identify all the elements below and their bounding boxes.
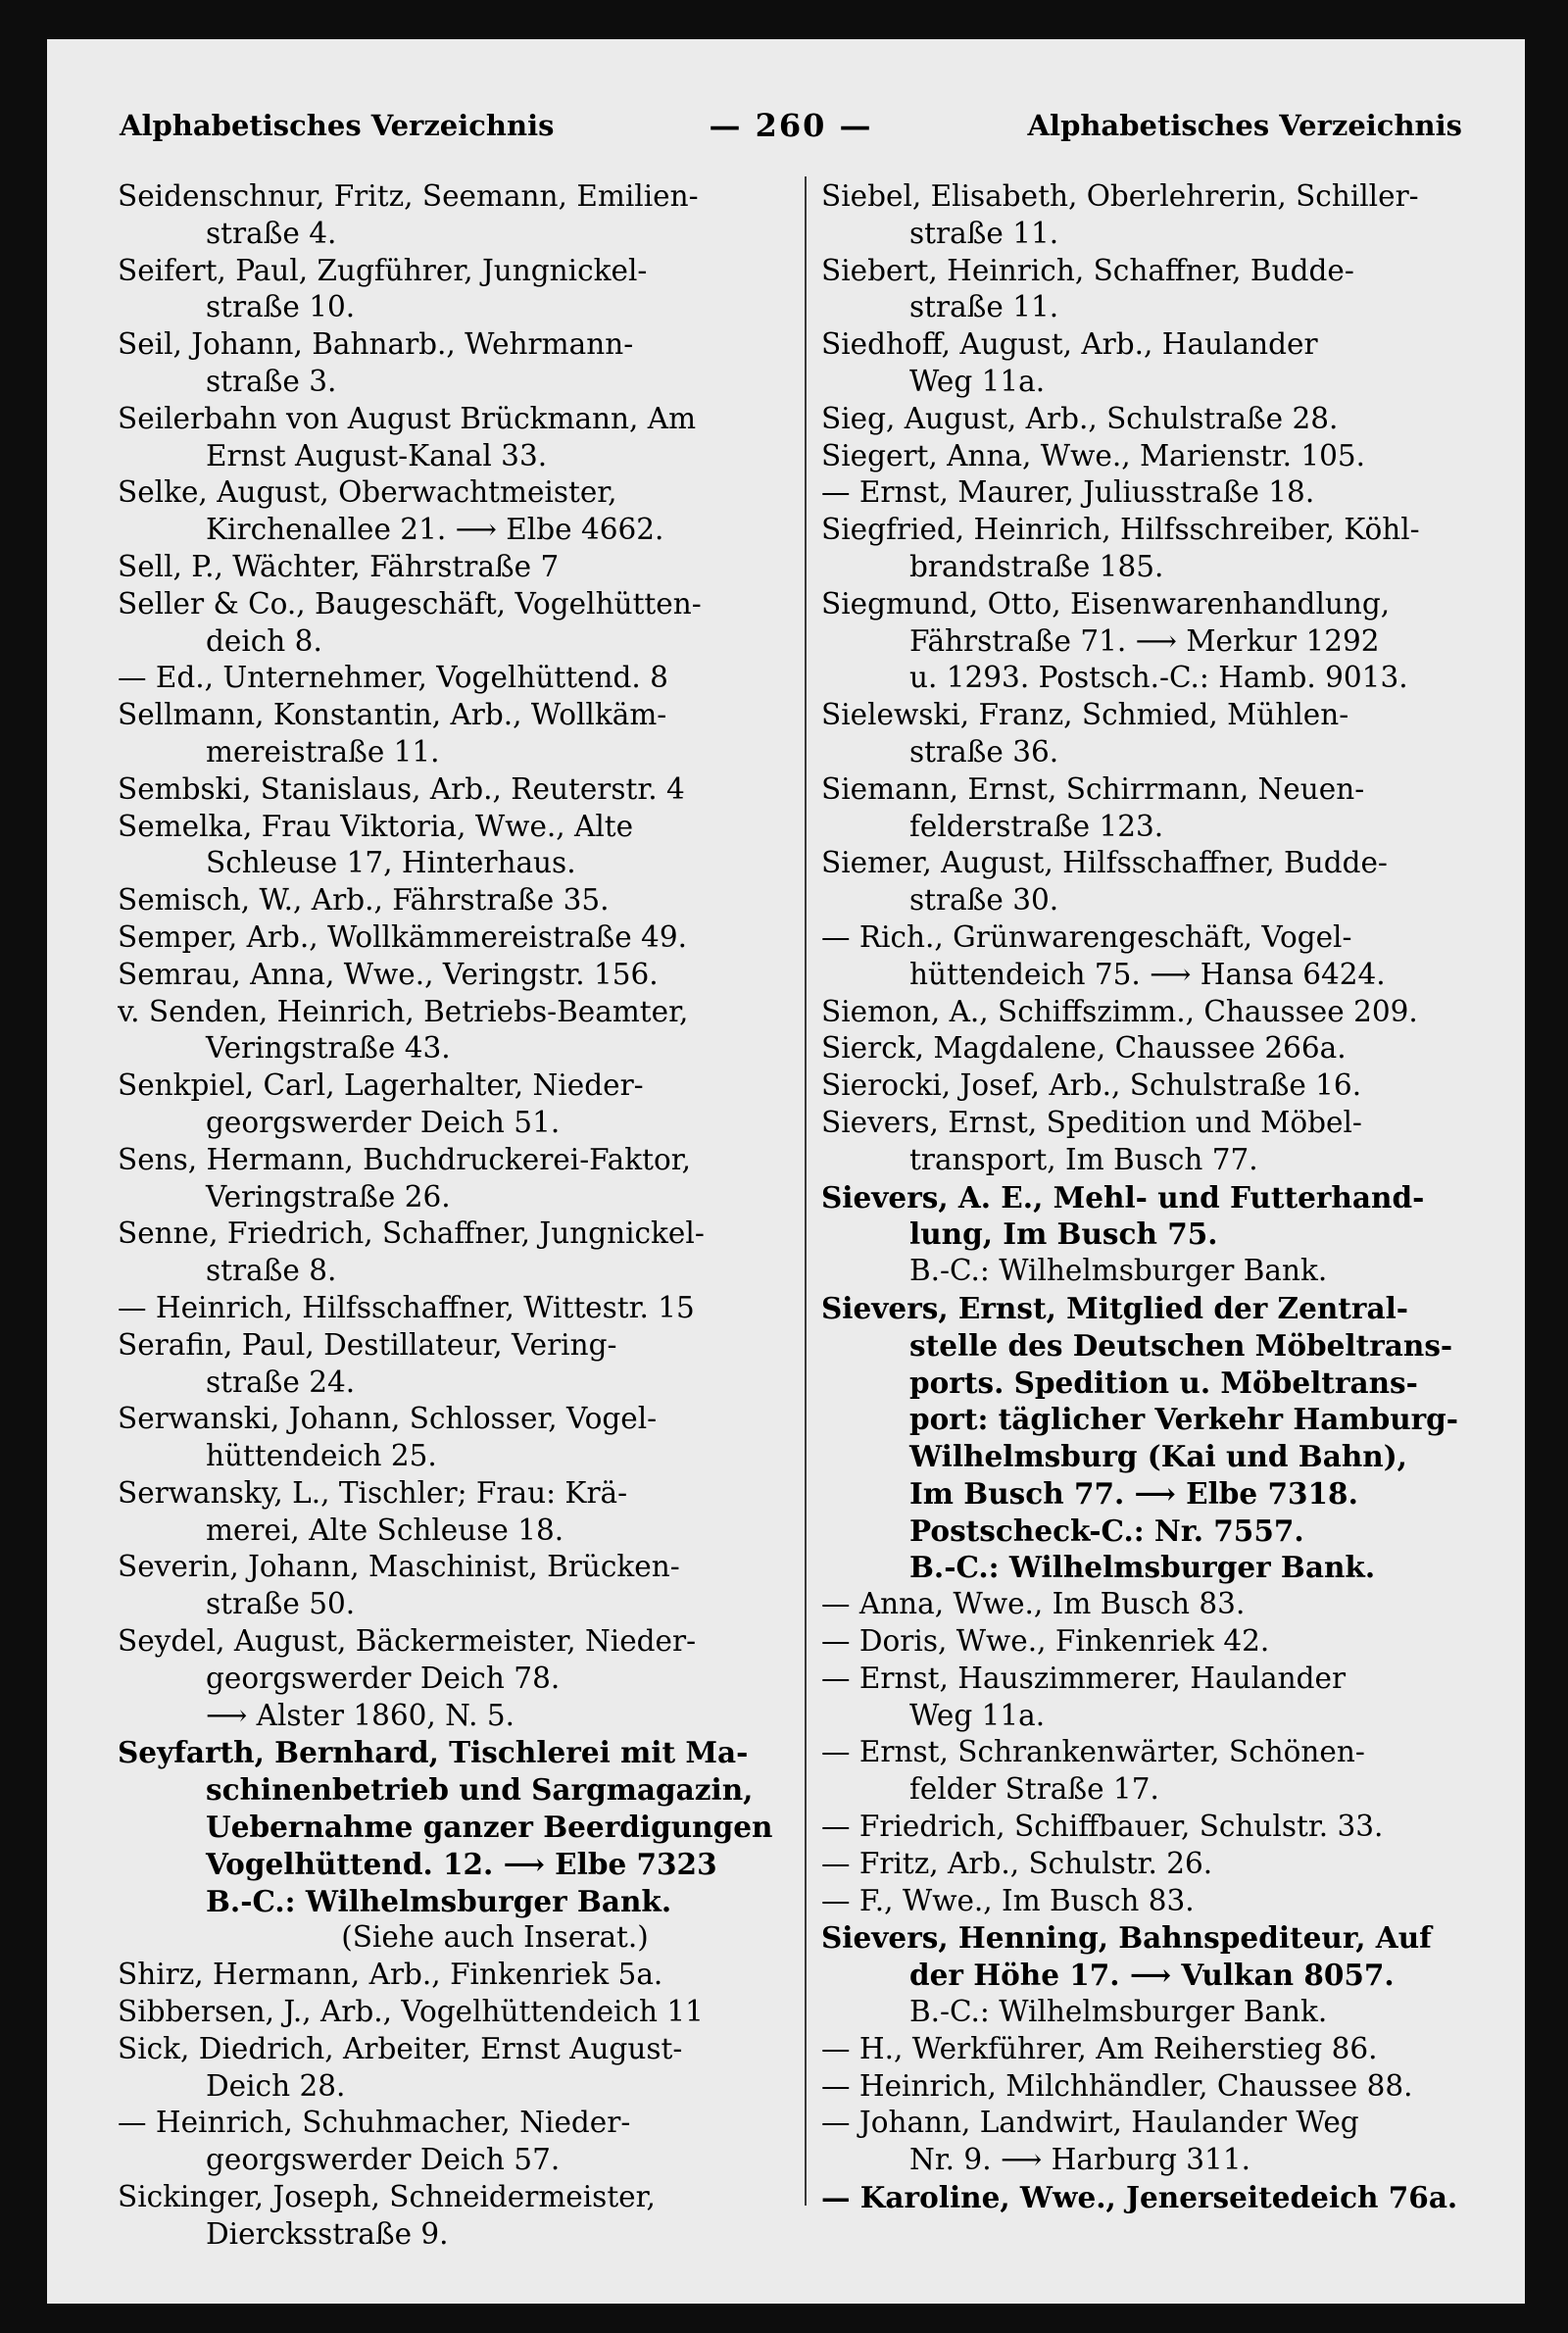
directory-entry-line: Sell, P., Wächter, Fährstraße 7 (118, 549, 560, 583)
directory-entry-line: Sibbersen, J., Arb., Vogelhüttendeich 11 (118, 1995, 704, 2029)
directory-entry-line: Siegert, Anna, Wwe., Marienstr. 105. (821, 438, 1366, 472)
directory-entry-line: Seydel, August, Bäckermeister, Nieder- (118, 1624, 697, 1659)
directory-entry-line: Siemer, August, Hilfsschaffner, Budde- (821, 846, 1388, 880)
directory-entry-line: straße 50. (206, 1587, 356, 1621)
directory-entry-line: Seidenschnur, Fritz, Seemann, Emilien- (118, 179, 699, 213)
directory-entry-line: — Johann, Landwirt, Haulander Weg (821, 2106, 1359, 2140)
directory-entry-line: Siegmund, Otto, Eisenwarenhandlung, (821, 586, 1391, 620)
directory-entry-line: straße 36. (909, 734, 1059, 769)
directory-entry-line: hüttendeich 25. (206, 1439, 437, 1473)
directory-entry-line: u. 1293. Postsch.-C.: Hamb. 9013. (909, 661, 1408, 695)
directory-entry-line: straße 11. (909, 216, 1059, 250)
directory-entry-line: mereistraße 11. (206, 734, 440, 769)
header-right-title: Alphabetisches Verzeichnis (1027, 109, 1462, 142)
directory-entry-line: Sievers, Ernst, Spedition und Möbel- (821, 1105, 1362, 1139)
directory-entry-line: felderstraße 123. (909, 809, 1164, 843)
directory-entry-line: transport, Im Busch 77. (909, 1142, 1258, 1176)
directory-entry-line: brandstraße 185. (909, 549, 1164, 583)
directory-entry-line: B.-C.: Wilhelmsburger Bank. (909, 1550, 1376, 1585)
directory-entry-line: — Heinrich, Hilfsschaffner, Wittestr. 15 (118, 1290, 695, 1324)
directory-entry-line: straße 10. (206, 290, 356, 324)
directory-entry-line: Senkpiel, Carl, Lagerhalter, Nieder- (118, 1068, 644, 1103)
directory-entry-line: — Ed., Unternehmer, Vogelhüttend. 8 (118, 661, 668, 695)
directory-entry-line: Serafin, Paul, Destillateur, Vering- (118, 1327, 617, 1362)
directory-entry-line: ports. Spedition u. Möbeltrans- (909, 1365, 1418, 1400)
directory-entry-line: Seilerbahn von August Brückmann, Am (118, 401, 697, 435)
directory-entry-line: Sielewski, Franz, Schmied, Mühlen- (821, 698, 1349, 732)
directory-entry-line: Seller & Co., Baugeschäft, Vogelhütten- (118, 586, 702, 620)
directory-entry-line: Semisch, W., Arb., Fährstraße 35. (118, 883, 610, 918)
directory-entry-line: Severin, Johann, Maschinist, Brücken- (118, 1550, 680, 1584)
directory-entry-line: Ernst August-Kanal 33. (206, 438, 548, 472)
column-divider (805, 176, 807, 2206)
directory-entry-line: Veringstraße 43. (206, 1031, 451, 1066)
directory-entry-line: Deich 28. (206, 2068, 346, 2103)
directory-entry-line: Sellmann, Konstantin, Arb., Wollkäm- (118, 698, 667, 732)
directory-entry-line: straße 4. (206, 216, 337, 250)
directory-entry-line: Sickinger, Joseph, Schneidermeister, (118, 2180, 656, 2214)
directory-entry-line: Seyfarth, Bernhard, Tischlerei mit Ma- (118, 1735, 749, 1770)
directory-entry-line: straße 3. (206, 364, 337, 398)
directory-entry-line: hüttendeich 75. ⟶ Hansa 6424. (909, 957, 1386, 991)
directory-entry-line: Diercksstraße 9. (206, 2216, 449, 2251)
directory-entry-line: Sierck, Magdalene, Chaussee 266a. (821, 1031, 1347, 1066)
directory-entry-line: merei, Alte Schleuse 18. (206, 1513, 564, 1547)
directory-entry-line: — H., Werkführer, Am Reiherstieg 86. (821, 2031, 1378, 2065)
directory-entry-line: straße 8. (206, 1254, 337, 1288)
directory-entry-line: georgswerder Deich 51. (206, 1105, 561, 1139)
directory-entry-line: Seifert, Paul, Zugführer, Jungnickel- (118, 253, 648, 287)
directory-entry-line: Weg 11a. (909, 1698, 1046, 1732)
directory-entry-line: Semrau, Anna, Wwe., Veringstr. 156. (118, 957, 659, 991)
directory-entry-line: georgswerder Deich 57. (206, 2143, 561, 2177)
directory-entry-line: der Höhe 17. ⟶ Vulkan 8057. (909, 1958, 1395, 1993)
directory-entry-line: Selke, August, Oberwachtmeister, (118, 475, 617, 510)
directory-entry-line: stelle des Deutschen Möbeltrans- (909, 1327, 1453, 1363)
right-column (821, 178, 1468, 2216)
directory-entry-line: B.-C.: Wilhelmsburger Bank. (206, 1883, 672, 1918)
directory-entry-line: deich 8. (206, 623, 322, 658)
directory-entry-line: Sievers, A. E., Mehl- und Futterhand- (821, 1179, 1425, 1215)
directory-entry-line: Sembski, Stanislaus, Arb., Reuterstr. 4 (118, 771, 685, 806)
directory-entry-line: Schleuse 17, Hinterhaus. (206, 846, 576, 880)
directory-entry-line: Sievers, Henning, Bahnspediteur, Auf (821, 1920, 1432, 1956)
directory-entry-line: — Heinrich, Schuhmacher, Nieder- (118, 2106, 631, 2140)
directory-entry-line: schinenbetrieb und Sargmagazin, (206, 1772, 754, 1808)
directory-entry-line: felder Straße 17. (909, 1772, 1159, 1807)
header-left-title: Alphabetisches Verzeichnis (120, 109, 555, 142)
directory-entry-line: Weg 11a. (909, 364, 1046, 398)
directory-entry-line: — Doris, Wwe., Finkenriek 42. (821, 1624, 1270, 1659)
directory-entry-line: v. Senden, Heinrich, Betriebs-Beamter, (118, 994, 689, 1028)
directory-entry-line: Siebert, Heinrich, Schaffner, Budde- (821, 253, 1354, 287)
directory-entry-line: straße 24. (206, 1365, 356, 1399)
directory-entry-line: Serwanski, Johann, Schlosser, Vogel- (118, 1402, 658, 1436)
directory-entry-line: — Fritz, Arb., Schulstr. 26. (821, 1846, 1213, 1880)
directory-entry-line: Siebel, Elisabeth, Oberlehrerin, Schiller- (821, 179, 1419, 213)
directory-entry-line: Siemon, A., Schiffszimm., Chaussee 209. (821, 994, 1418, 1028)
directory-entry-line: (Siehe auch Inserat.) (341, 1920, 649, 1955)
directory-entry-line: Siedhoff, August, Arb., Haulander (821, 327, 1318, 362)
directory-entry-line: B.-C.: Wilhelmsburger Bank. (909, 1995, 1328, 2029)
directory-entry-line: Semelka, Frau Viktoria, Wwe., Alte (118, 809, 634, 843)
directory-entry-line: Sievers, Ernst, Mitglied der Zentral- (821, 1290, 1409, 1325)
directory-entry-line: straße 30. (909, 883, 1059, 918)
directory-entry-line: Postscheck-C.: Nr. 7557. (909, 1513, 1304, 1548)
directory-entry-line: Sierocki, Josef, Arb., Schulstraße 16. (821, 1068, 1362, 1103)
left-column (118, 178, 794, 2254)
directory-entry-line: Shirz, Hermann, Arb., Finkenriek 5a. (118, 1958, 663, 1992)
directory-entry-line: Vogelhüttend. 12. ⟶ Elbe 7323 (206, 1846, 717, 1881)
directory-entry-line: Sick, Diedrich, Arbeiter, Ernst August- (118, 2031, 683, 2065)
directory-entry-line: — Karoline, Wwe., Jenerseitedeich 76a. (821, 2180, 1458, 2215)
directory-entry-line: Kirchenallee 21. ⟶ Elbe 4662. (206, 513, 664, 547)
directory-entry-line: port: täglicher Verkehr Hamburg- (909, 1402, 1459, 1437)
directory-entry-line: Wilhelmsburg (Kai und Bahn), (909, 1439, 1407, 1474)
directory-entry-line: lung, Im Busch 75. (909, 1216, 1218, 1252)
directory-entry-line: Semper, Arb., Wollkämmereistraße 49. (118, 919, 687, 954)
directory-entry-line: georgswerder Deich 78. (206, 1661, 561, 1695)
directory-entry-line: — Ernst, Hauszimmerer, Haulander (821, 1661, 1347, 1695)
directory-entry-line: — Friedrich, Schiffbauer, Schulstr. 33. (821, 1810, 1384, 1844)
directory-entry-line: B.-C.: Wilhelmsburger Bank. (909, 1254, 1328, 1288)
page-number: — 260 — (709, 107, 873, 144)
directory-entry-line: Im Busch 77. ⟶ Elbe 7318. (909, 1475, 1358, 1511)
directory-entry-line: — Ernst, Schrankenwärter, Schönen- (821, 1735, 1365, 1769)
page-header (120, 96, 1462, 155)
directory-entry-line: — Rich., Grünwarengeschäft, Vogel- (821, 919, 1352, 954)
directory-entry-line: straße 11. (909, 290, 1059, 324)
directory-entry-line: Siegfried, Heinrich, Hilfsschreiber, Köhl- (821, 513, 1420, 547)
directory-entry-line: Senne, Friedrich, Schaffner, Jungnickel- (118, 1216, 705, 1251)
directory-entry-line: — Heinrich, Milchhändler, Chaussee 88. (821, 2068, 1413, 2103)
directory-entry-line: ⟶ Alster 1860, N. 5. (206, 1698, 514, 1732)
directory-entry-line: — Anna, Wwe., Im Busch 83. (821, 1587, 1246, 1621)
directory-entry-line: Uebernahme ganzer Beerdigungen (206, 1810, 773, 1845)
directory-entry-line: Sieg, August, Arb., Schulstraße 28. (821, 401, 1339, 435)
directory-entry-line: Seil, Johann, Bahnarb., Wehrmann- (118, 327, 634, 362)
directory-entry-line: Serwansky, L., Tischler; Frau: Krä- (118, 1475, 628, 1510)
directory-entry-line: Veringstraße 26. (206, 1179, 451, 1214)
directory-entry-line: — Ernst, Maurer, Juliusstraße 18. (821, 475, 1315, 510)
directory-entry-line: Sens, Hermann, Buchdruckerei-Faktor, (118, 1142, 691, 1176)
directory-entry-line: Nr. 9. ⟶ Harburg 311. (909, 2143, 1250, 2177)
directory-entry-line: Fährstraße 71. ⟶ Merkur 1292 (909, 623, 1380, 658)
directory-entry-line: Siemann, Ernst, Schirrmann, Neuen- (821, 771, 1365, 806)
directory-entry-line: — F., Wwe., Im Busch 83. (821, 1883, 1195, 1917)
